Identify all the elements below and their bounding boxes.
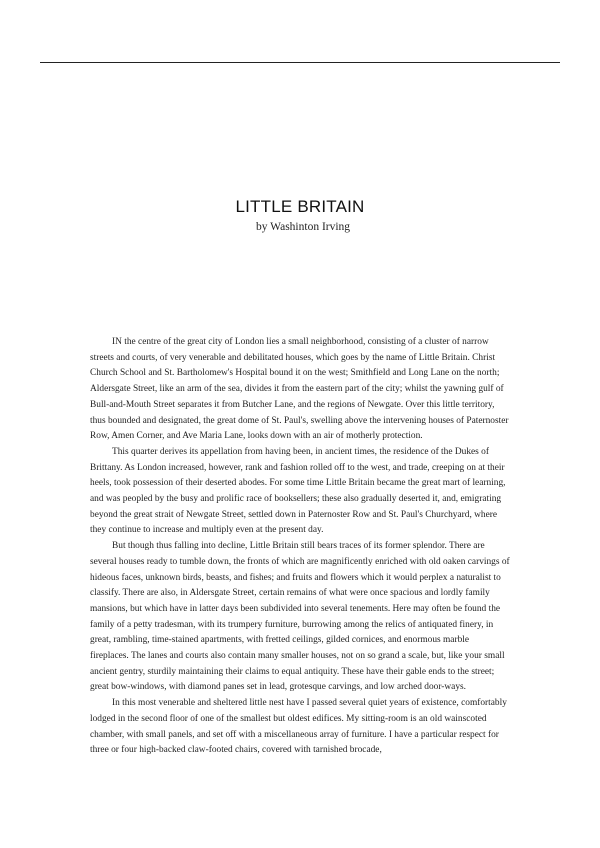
- paragraph: This quarter derives its appellation from having been, in ancient times, the residence of the Dukes of Brittany. As London increased, however, rank and fashion rolled off to the west, and trade, creeping on at their heels, took possession of their deserted abodes. For some time Little Britain became the great mart of learning, and was peopled by the busy and prolific race of booksellers; these also gradually deserted it, and, emigrating beyond the great strait of Newgate Street, settled down in Paternoster Row and St. Paul's Churchyard, where they continue to increase and multiply even at the present day.: [90, 446, 506, 536]
- header-rule: [40, 62, 560, 63]
- paragraph: But though thus falling into decline, Little Britain still bears traces of its former splendor. There are several houses ready to tumble down, the fronts of which are magnificently enriched with old oaken carvings of hideous faces, unknown birds, beasts, and fishes; and fruits and flowers which it would perplex a naturalist to classify. There are also, in Aldersgate Street, certain remains of what were once spacious and lordly family mansions, but which have in latter days been subdivided into several tenements. Here may often be found the family of a petty tradesman, with its trumpery furniture, burrowing among the relics of antiquated finery, in great, rambling, time-stained apartments, with fretted ceilings, gilded cornices, and enormous marble fireplaces. The lanes and courts also contain many smaller houses, not on so grand a scale, but, like your small ancient gentry, sturdily maintaining their claims to equal antiquity. These have their gable ends to the street; great bow-windows, with diamond panes set in lead, grotesque carvings, and low arched door-ways.: [90, 541, 510, 693]
- author-byline: by Washinton Irving: [256, 221, 351, 233]
- paragraph: In this most venerable and sheltered little nest have I passed several quiet years of existence, comfortably lodged in the second floor of one of the smallest but oldest edifices. My sitting-room is an old wainscoted chamber, with small panels, and set off with a miscellaneous array of furniture. I have a particular respect for three or four high-backed claw-footed chairs, covered with tarnished brocade,: [90, 698, 507, 756]
- body-text: [90, 335, 510, 759]
- paragraph: IN the centre of the great city of London lies a small neighborhood, consisting of a cluster of narrow streets and courts, of very venerable and debilitated houses, which goes by the name of Little Britain. Christ Church School and St. Bartholomew's Hospital bound it on the west; Smithfield and Long Lane on the north; Aldersgate Street, like an arm of the sea, divides it from the eastern part of the city; whilst the yawning gulf of Bull-and-Mouth Street separates it from Butcher Lane, and the regions of Newgate. Over this little territory, thus bounded and designated, the great dome of St. Paul's, swelling above the intervening houses of Paternoster Row, Amen Corner, and Ave Maria Lane, looks down with an air of motherly protection.: [90, 337, 509, 442]
- page-title: LITTLE BRITAIN: [235, 197, 365, 216]
